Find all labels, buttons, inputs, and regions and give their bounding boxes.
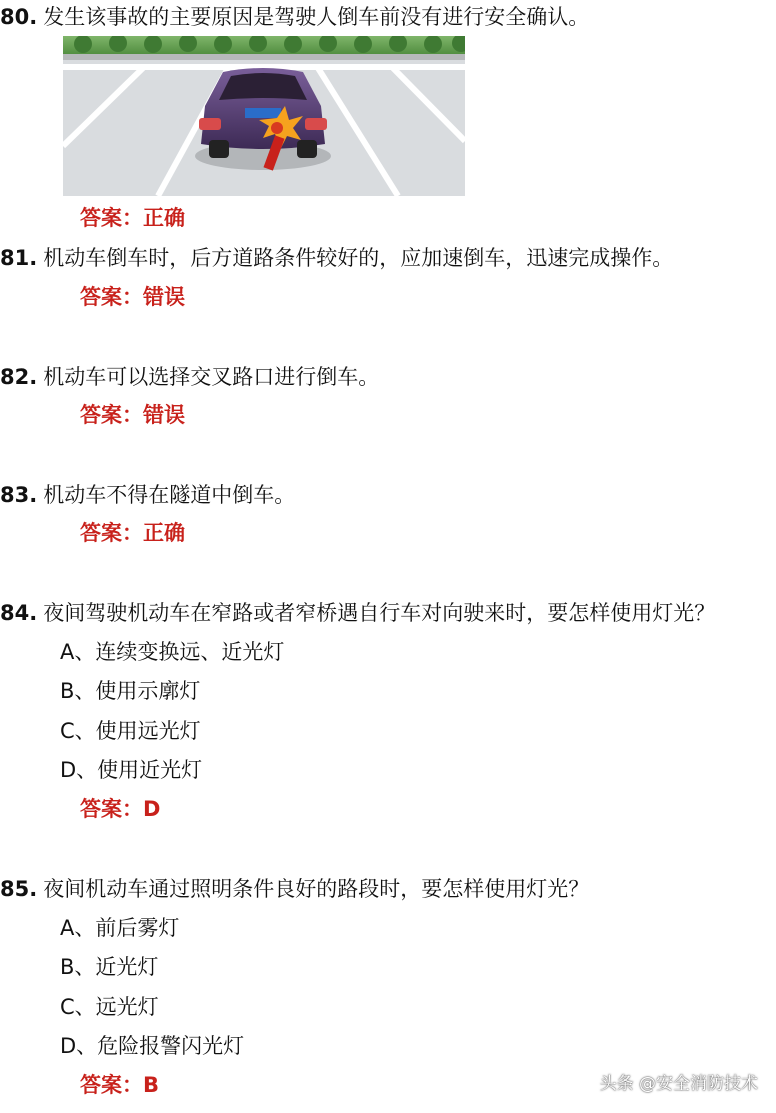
option-a: A、前后雾灯 (60, 916, 180, 940)
option-b: B、使用示廓灯 (60, 679, 201, 703)
question-number: 83. (0, 483, 38, 507)
question-number: 84. (0, 601, 38, 625)
option-a: A、连续变换远、近光灯 (60, 640, 285, 664)
question-80 (0, 2, 589, 32)
question-84 (0, 598, 715, 628)
answer-80: 答案：正确 (80, 206, 185, 230)
question-82 (0, 362, 379, 392)
question-number: 81. (0, 246, 38, 270)
reversing-car-image (63, 36, 465, 196)
option-d: D、危险报警闪光灯 (60, 1034, 245, 1058)
option-b: B、近光灯 (60, 955, 159, 979)
answer-84: 答案：D (80, 797, 161, 821)
question-number: 82. (0, 365, 38, 389)
question-text: 夜间机动车通过照明条件良好的路段时，要怎样使用灯光？ (43, 877, 590, 901)
question-number: 85. (0, 877, 38, 901)
answer-81: 答案：错误 (80, 285, 185, 309)
question-number: 80. (0, 5, 38, 29)
answer-82: 答案：错误 (80, 403, 185, 427)
answer-83: 答案：正确 (80, 521, 185, 545)
option-c: C、远光灯 (60, 995, 159, 1019)
watermark: 头条 @安全消防技术 (599, 1074, 758, 1094)
question-text: 发生该事故的主要原因是驾驶人倒车前没有进行安全确认。 (43, 5, 590, 29)
answer-85: 答案：B (80, 1073, 160, 1097)
question-83 (0, 480, 295, 510)
question-81 (0, 243, 673, 273)
option-d: D、使用近光灯 (60, 758, 203, 782)
option-c: C、使用远光灯 (60, 719, 201, 743)
question-85 (0, 874, 589, 904)
question-text: 机动车可以选择交叉路口进行倒车。 (43, 365, 380, 389)
question-text: 夜间驾驶机动车在窄路或者窄桥遇自行车对向驶来时，要怎样使用灯光？ (43, 601, 716, 625)
accident-illustration (63, 36, 465, 196)
question-text: 机动车不得在隧道中倒车。 (43, 483, 296, 507)
question-text: 机动车倒车时，后方道路条件较好的，应加速倒车，迅速完成操作。 (43, 246, 674, 270)
